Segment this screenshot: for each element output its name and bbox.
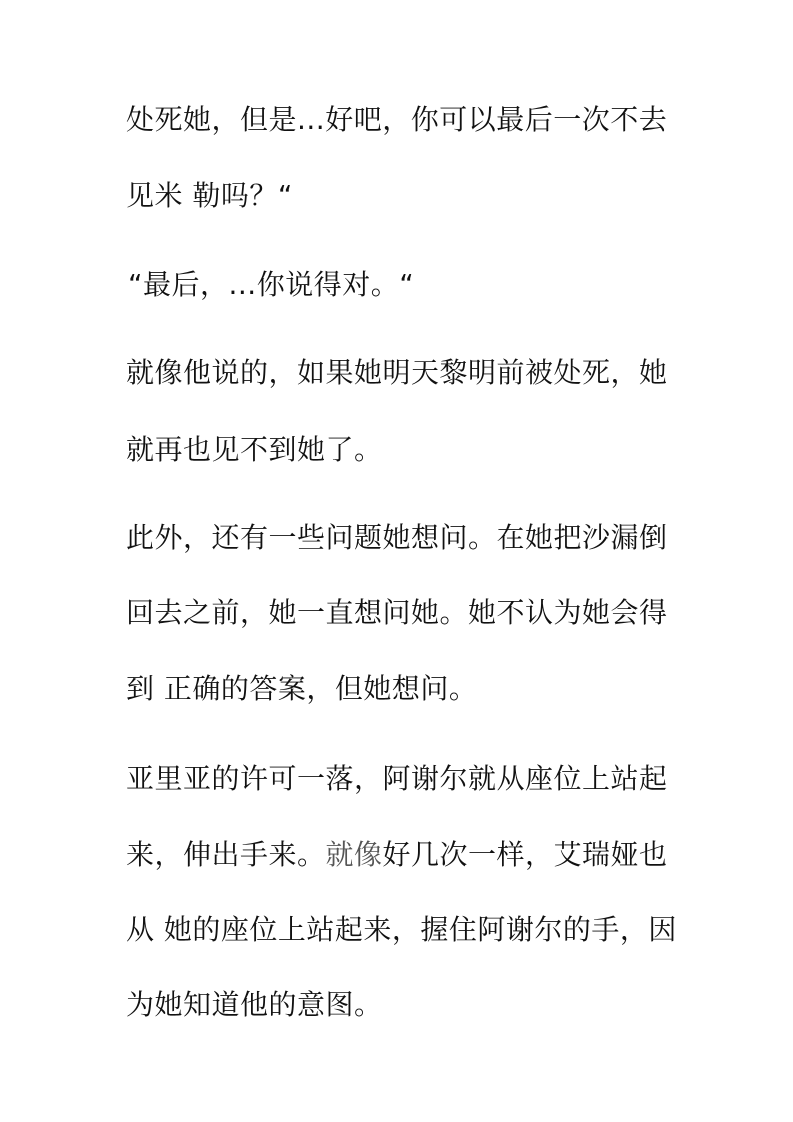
paragraph-line-10 bbox=[126, 835, 726, 875]
highlighted-phrase: 就像 bbox=[325, 838, 383, 871]
line-10-end: 好几次一样，艾瑞娅也 bbox=[382, 838, 668, 871]
paragraph-line-11: 从 她的座位上站起来，握住阿谢尔的手，因 bbox=[126, 913, 677, 946]
paragraph-line-1: 处死她，但是...好吧，你可以最后一次不去 bbox=[126, 103, 668, 136]
paragraph-line-9: 亚里亚的许可一落，阿谢尔就从座位上站起 bbox=[126, 762, 668, 795]
paragraph-line-5: 就再也见不到她了。 bbox=[126, 433, 383, 466]
paragraph-line-4: 就像他说的，如果她明天黎明前被处死，她 bbox=[126, 356, 668, 389]
paragraph-line-2: 见米 勒吗？“ bbox=[126, 179, 293, 212]
paragraph-line-6: 此外，还有一些问题她想问。在她把沙漏倒 bbox=[126, 521, 668, 554]
line-10-start: 来，伸出手来。 bbox=[126, 838, 326, 871]
paragraph-line-7: 回去之前，她一直想问她。她不认为她会得 bbox=[126, 596, 668, 629]
paragraph-line-3: “最后，...你说得对。“ bbox=[128, 268, 415, 301]
paragraph-line-12: 为她知道他的意图。 bbox=[126, 988, 383, 1021]
paragraph-line-8: 到 正确的答案，但她想问。 bbox=[126, 672, 478, 705]
